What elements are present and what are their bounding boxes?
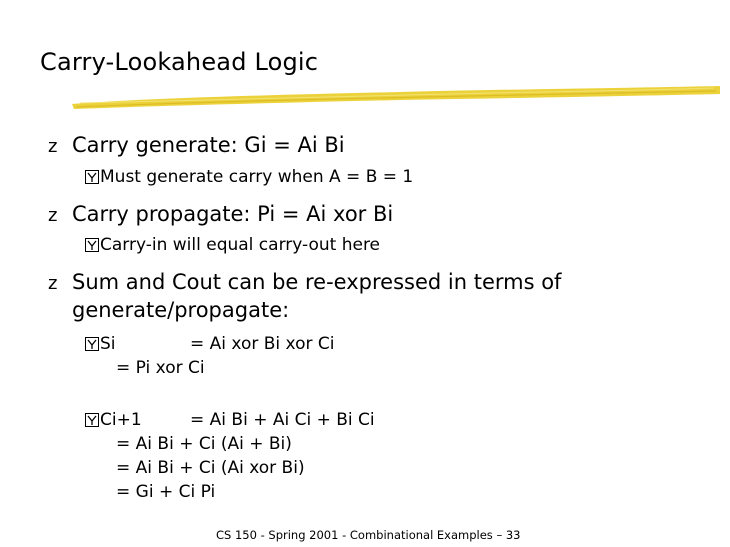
carry-equation-2: = Ai Bi + Ci (Ai + Bi) [116,434,292,454]
slide-footer: CS 150 - Spring 2001 - Combinational Examples – 33 [216,528,521,542]
sum-equation-2: = Pi xor Ci [116,358,205,378]
z-bullet-icon: z [48,205,58,226]
y-bullet-icon [84,238,100,252]
z-bullet-icon: z [48,273,58,294]
bullet-text-line2: generate/propagate: [72,298,290,322]
y-bullet-icon [84,413,100,427]
carry-equation-1: = Ai Bi + Ai Ci + Bi Ci [190,410,375,430]
bullet-text: Carry propagate: Pi = Ai xor Bi [72,202,394,226]
carry-name: Ci+1 [100,410,142,430]
slide-title: Carry-Lookahead Logic [40,48,319,76]
subbullet-text: Carry-in will equal carry-out here [100,235,381,255]
bullet-carry-generate [48,133,345,157]
title-underline [70,82,722,112]
subbullet-text: Must generate carry when A = B = 1 [100,167,414,187]
subbullet-carry-in [84,235,380,255]
sum-equation-1: = Ai xor Bi xor Ci [190,334,335,354]
bullet-carry-propagate [48,202,393,226]
carry-equation-3: = Ai Bi + Ci (Ai xor Bi) [116,458,305,478]
sum-name: Si [100,334,116,354]
bullet-text: Carry generate: Gi = Ai Bi [72,133,345,157]
subbullet-carry [84,410,142,430]
y-bullet-icon [84,337,100,351]
carry-equation-4: = Gi + Ci Pi [116,482,216,502]
bullet-sum-cout [48,270,561,322]
subbullet-must-generate [84,167,413,187]
bullet-text-line1: Sum and Cout can be re-expressed in terms of [72,270,562,294]
y-bullet-icon [84,170,100,184]
subbullet-sum [84,334,116,354]
z-bullet-icon: z [48,136,58,157]
